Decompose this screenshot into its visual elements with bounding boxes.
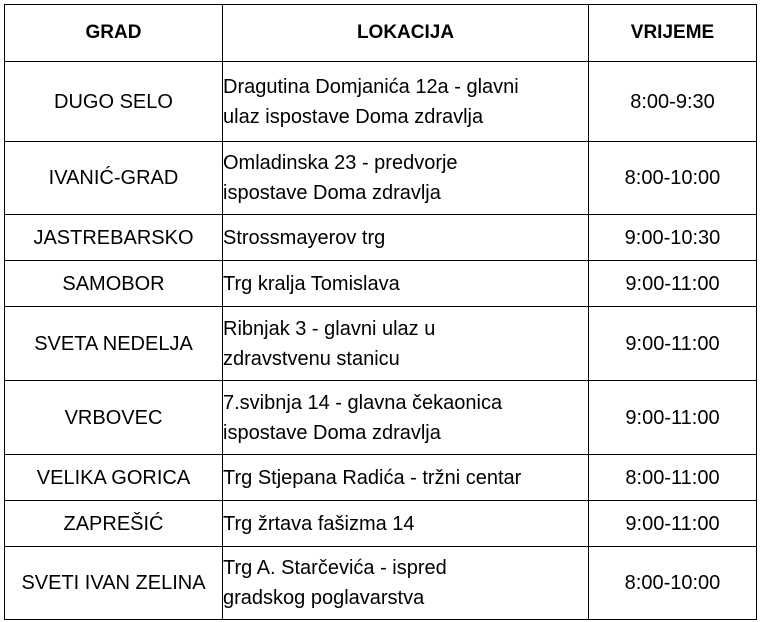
table-row xyxy=(5,501,757,547)
location-cell xyxy=(223,62,589,142)
location-line: Strossmayerov trg xyxy=(223,226,386,249)
location-cell xyxy=(223,142,589,215)
time-cell: 8:00-10:00 xyxy=(589,547,757,620)
location-line: ispostave Doma zdravlja xyxy=(223,182,441,204)
city-cell: DUGO SELO xyxy=(5,62,223,142)
table-row xyxy=(5,215,757,261)
time-cell: 9:00-11:00 xyxy=(589,381,757,455)
city-cell: SAMOBOR xyxy=(5,261,223,307)
city-cell: VELIKA GORICA xyxy=(5,455,223,501)
location-line: gradskog poglavarstva xyxy=(223,587,425,609)
table-row xyxy=(5,261,757,307)
location-line: Ribnjak 3 - glavni ulaz u xyxy=(223,317,436,340)
location-line: ispostave Doma zdravlja xyxy=(223,421,441,444)
location-line: Trg žrtava fašizma 14 xyxy=(223,512,415,535)
header-location: LOKACIJA xyxy=(223,5,589,62)
location-line: Trg kralja Tomislava xyxy=(223,272,400,295)
table-row xyxy=(5,142,757,215)
city-cell: JASTREBARSKO xyxy=(5,215,223,261)
time-cell: 8:00-9:30 xyxy=(589,62,757,142)
city-cell: VRBOVEC xyxy=(5,381,223,455)
location-line: 7.svibnja 14 - glavna čekaonica xyxy=(223,391,503,414)
table-row xyxy=(5,381,757,455)
table-row xyxy=(5,62,757,142)
time-cell: 9:00-10:30 xyxy=(589,215,757,261)
time-cell: 9:00-11:00 xyxy=(589,501,757,547)
location-line: Trg A. Starčevića - ispred xyxy=(223,557,447,579)
location-cell xyxy=(223,455,589,501)
location-cell xyxy=(223,261,589,307)
header-city: GRAD xyxy=(5,5,223,62)
time-cell: 8:00-11:00 xyxy=(589,455,757,501)
city-cell: SVETI IVAN ZELINA xyxy=(5,547,223,620)
table-row xyxy=(5,547,757,620)
city-cell: ZAPREŠIĆ xyxy=(5,501,223,547)
city-cell: SVETA NEDELJA xyxy=(5,307,223,381)
header-time: VRIJEME xyxy=(589,5,757,62)
location-line: Dragutina Domjanića 12a - glavni xyxy=(223,75,519,98)
location-cell xyxy=(223,215,589,261)
location-cell xyxy=(223,307,589,381)
table-row xyxy=(5,455,757,501)
location-line: zdravstvenu stanicu xyxy=(223,347,400,370)
location-cell xyxy=(223,501,589,547)
schedule-table xyxy=(4,4,757,620)
location-line: ulaz ispostave Doma zdravlja xyxy=(223,105,484,128)
location-cell xyxy=(223,547,589,620)
location-cell xyxy=(223,381,589,455)
time-cell: 8:00-10:00 xyxy=(589,142,757,215)
table-row xyxy=(5,307,757,381)
time-cell: 9:00-11:00 xyxy=(589,307,757,381)
location-line: Omladinska 23 - predvorje xyxy=(223,152,458,174)
time-cell: 9:00-11:00 xyxy=(589,261,757,307)
location-line: Trg Stjepana Radića - tržni centar xyxy=(223,466,522,489)
header-row xyxy=(5,5,757,62)
city-cell: IVANIĆ-GRAD xyxy=(5,142,223,215)
